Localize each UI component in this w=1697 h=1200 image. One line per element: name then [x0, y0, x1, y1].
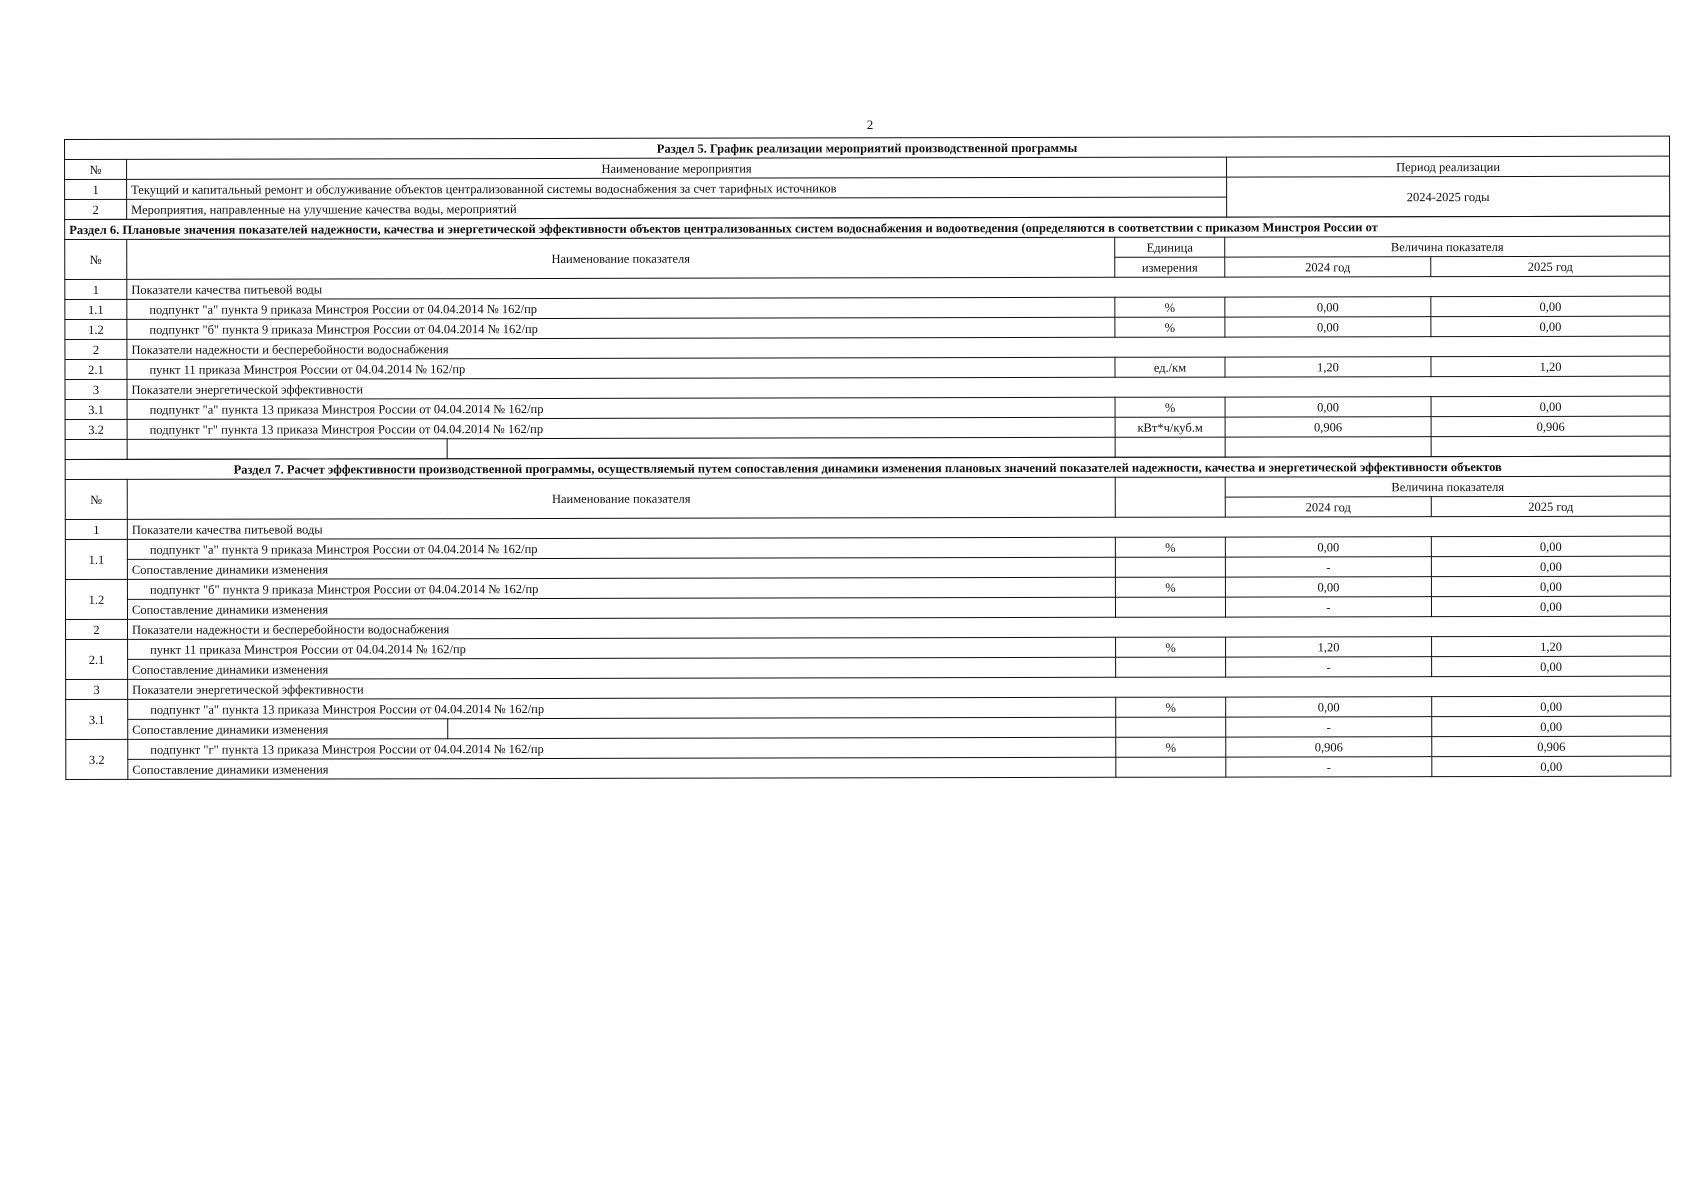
- section7-header-unit-empty: [1115, 477, 1225, 517]
- compare-2025: 0,00: [1432, 756, 1671, 777]
- row-number: 1: [65, 279, 127, 299]
- document-body: [64, 136, 1670, 780]
- unit: %: [1115, 397, 1225, 417]
- event-name: Мероприятия, направленные на улучшение качества воды, мероприятий: [127, 197, 1227, 219]
- row-number: 3: [65, 379, 127, 399]
- table-row: [66, 756, 1671, 779]
- section5-table: [64, 136, 1670, 220]
- row-number: 3: [66, 679, 128, 699]
- section6-title: Раздел 6. Плановые значения показателей надежности, качества и энергетической эффективности объектов централизованных систем водоснабжения и водоотведения (определяются в соответствии с приказом Минстроя России от: [65, 216, 1670, 239]
- section6-header-value: Величина показателя: [1225, 236, 1670, 257]
- compare-2024: -: [1225, 557, 1431, 577]
- section5-header-num: №: [65, 159, 127, 179]
- indicator-name: подпункт "б" пункта 9 приказа Минстроя России от 04.04.2014 № 162/пр: [127, 317, 1115, 339]
- value-2025: 0,00: [1431, 396, 1670, 417]
- section5-title: Раздел 5. График реализации мероприятий производственной программы: [65, 136, 1670, 159]
- section6-header-name: Наименование показателя: [127, 237, 1115, 279]
- row-number: 1.2: [65, 319, 127, 339]
- page-number: 2: [866, 117, 874, 132]
- row-number: 3.1: [66, 699, 128, 739]
- section6-header-unit-line1: Единица: [1115, 237, 1225, 257]
- row-number: 2: [65, 339, 127, 359]
- row-number: 1.1: [65, 539, 127, 579]
- group-name: Показатели энергетической эффективности: [127, 376, 1670, 399]
- section7-title: Раздел 7. Расчет эффективности производственной программы, осуществляемый путем сопоставления динамики изменения плановых значений показателей надежности, качества и энергетической эффективности объектов: [65, 456, 1670, 479]
- group-name: Показатели качества питьевой воды: [127, 276, 1670, 299]
- unit: %: [1116, 737, 1226, 757]
- unit: %: [1116, 637, 1226, 657]
- value-2024: 0,00: [1225, 397, 1431, 417]
- value-2024: 1,20: [1226, 637, 1432, 657]
- row-number: 1.1: [65, 299, 127, 319]
- table-row: [65, 176, 1670, 199]
- compare-2025: 0,00: [1431, 596, 1670, 617]
- indicator-name: подпункт "а" пункта 13 приказа Минстроя России от 04.04.2014 № 162/пр: [127, 397, 1115, 419]
- value-2025: 1,20: [1431, 356, 1670, 377]
- indicator-name: подпункт "а" пункта 13 приказа Минстроя России от 04.04.2014 № 162/пр: [128, 697, 1116, 719]
- row-number: 2.1: [66, 639, 128, 679]
- group-name: Показатели надежности и бесперебойности водоснабжения: [127, 336, 1670, 359]
- value-2025: 1,20: [1432, 636, 1671, 657]
- unit: %: [1116, 697, 1226, 717]
- unit: ед./км: [1115, 357, 1225, 377]
- indicator-name: подпункт "а" пункта 9 приказа Минстроя России от 04.04.2014 № 162/пр: [127, 537, 1115, 559]
- compare-label: Сопоставление динамики изменения: [128, 757, 1116, 779]
- unit: кВт*ч/куб.м: [1115, 417, 1225, 437]
- row-number: 1.2: [65, 579, 127, 619]
- value-2024: 0,00: [1225, 317, 1431, 337]
- value-2024: 1,20: [1225, 357, 1431, 377]
- group-name: Показатели надежности и бесперебойности водоснабжения: [128, 616, 1671, 639]
- group-name: Показатели качества питьевой воды: [127, 516, 1670, 539]
- compare-label: Сопоставление динамики изменения: [128, 657, 1116, 679]
- section7-header-year1: 2024 год: [1225, 497, 1431, 517]
- value-2024: 0,00: [1225, 537, 1431, 557]
- compare-label: Сопоставление динамики изменения: [128, 719, 448, 740]
- unit: %: [1115, 577, 1225, 597]
- compare-label: Сопоставление динамики изменения: [127, 557, 1115, 579]
- compare-2025: 0,00: [1432, 656, 1671, 677]
- row-number: 3.2: [65, 419, 127, 439]
- indicator-name: подпункт "а" пункта 9 приказа Минстроя России от 04.04.2014 № 162/пр: [127, 297, 1115, 319]
- section7-header-num: №: [65, 479, 127, 519]
- compare-label: Сопоставление динамики изменения: [127, 597, 1115, 619]
- value-2024: 0,00: [1226, 697, 1432, 717]
- unit: %: [1115, 537, 1225, 557]
- event-name: Текущий и капитальный ремонт и обслуживание объектов централизованной системы водоснабжения за счет тарифных источников: [127, 177, 1227, 199]
- period-value: 2024-2025 годы: [1227, 176, 1670, 217]
- value-2025: 0,00: [1431, 316, 1670, 337]
- unit: %: [1115, 317, 1225, 337]
- value-2024: 0,00: [1225, 297, 1431, 317]
- value-2025: 0,00: [1432, 696, 1671, 717]
- indicator-name: пункт 11 приказа Минстроя России от 04.04.2014 № 162/пр: [127, 357, 1115, 379]
- value-2024: 0,00: [1225, 577, 1431, 597]
- row-number: 2.1: [65, 359, 127, 379]
- section7-header-value: Величина показателя: [1225, 476, 1670, 497]
- group-name: Показатели энергетической эффективности: [128, 676, 1671, 699]
- indicator-name: пункт 11 приказа Минстроя России от 04.04.2014 № 162/пр: [128, 637, 1116, 659]
- section7-table: [65, 456, 1672, 780]
- section6-header-year1: 2024 год: [1225, 257, 1431, 277]
- value-2025: 0,00: [1431, 576, 1670, 597]
- value-2025: 0,00: [1431, 296, 1670, 317]
- value-2024: 0,906: [1225, 417, 1431, 437]
- indicator-name: подпункт "г" пункта 13 приказа Минстроя России от 04.04.2014 № 162/пр: [128, 737, 1116, 759]
- row-number: 2: [66, 619, 128, 639]
- section7-header-year2: 2025 год: [1431, 496, 1670, 517]
- section5-header-name: Наименование мероприятия: [127, 157, 1227, 179]
- section6-header-unit-line2: измерения: [1115, 257, 1225, 277]
- compare-2024: -: [1226, 717, 1432, 737]
- row-number: 2: [65, 199, 127, 219]
- row-number: 1: [65, 179, 127, 199]
- unit: %: [1115, 297, 1225, 317]
- section6-header-num: №: [65, 239, 127, 279]
- value-2025: 0,00: [1431, 536, 1670, 557]
- section5-header-period: Период реализации: [1227, 156, 1670, 177]
- value-2024: 0,906: [1226, 737, 1432, 757]
- compare-2024: -: [1225, 597, 1431, 617]
- compare-2025: 0,00: [1431, 556, 1670, 577]
- section6-header-year2: 2025 год: [1431, 256, 1670, 277]
- section6-table: [64, 216, 1671, 460]
- section7-header-name: Наименование показателя: [127, 477, 1115, 519]
- row-number: 3.1: [65, 399, 127, 419]
- indicator-name: подпункт "г" пункта 13 приказа Минстроя России от 04.04.2014 № 162/пр: [127, 417, 1115, 439]
- compare-2024: -: [1226, 757, 1432, 777]
- compare-2025: 0,00: [1432, 716, 1671, 737]
- value-2025: 0,906: [1431, 416, 1670, 437]
- compare-2024: -: [1226, 657, 1432, 677]
- indicator-name: подпункт "б" пункта 9 приказа Минстроя России от 04.04.2014 № 162/пр: [127, 577, 1115, 599]
- value-2025: 0,906: [1432, 736, 1671, 757]
- row-number: 1: [65, 519, 127, 539]
- row-number: 3.2: [66, 739, 128, 779]
